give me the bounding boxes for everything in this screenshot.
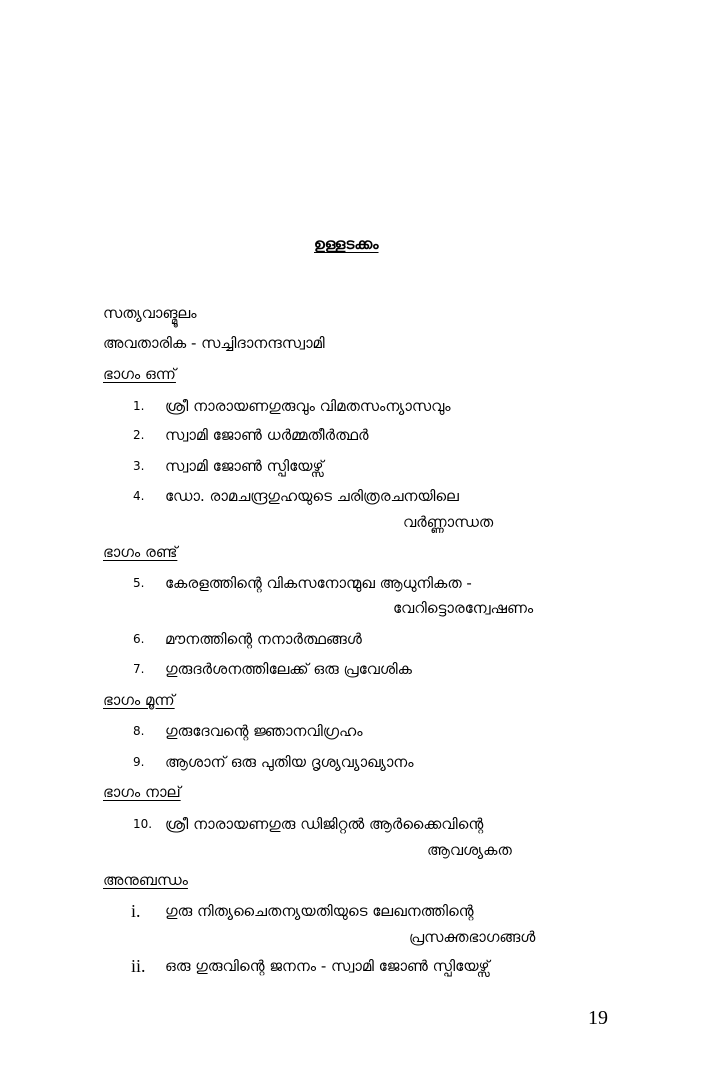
- entry-title: ശ്രീ നാരായണഗുരു ഡിജിറ്റൽ ആർക്കൈവിന്റെ: [165, 815, 484, 833]
- entry-title: ആശാന് ഒരു പുതിയ ദൃശ്യവ്യാഖ്യാനം: [165, 753, 414, 771]
- toc-item-declaration: സത്യവാങ്മൂലം: [103, 304, 197, 322]
- entry-title: ഡോ. രാമചന്ദ്രഗുഹയുടെ ചരിത്രരചനയിലെ: [165, 487, 459, 505]
- part-heading-1: ഭാഗം ഒന്ന്: [103, 365, 176, 383]
- entry-number: 9.: [133, 755, 145, 769]
- entry-number: 6.: [133, 632, 145, 646]
- entry-title: മൗനത്തിന്റെ നനാർത്ഥങ്ങൾ: [165, 630, 362, 648]
- entry-title: ഗുരു നിത്യചൈതന്യയതിയുടെ ലേഖനത്തിന്റെ: [165, 902, 474, 920]
- entry-number: 7.: [133, 662, 145, 676]
- page-number: 19: [588, 1007, 608, 1029]
- entry-title: കേരളത്തിന്റെ വികസനോന്മുഖ ആധുനികത -: [165, 574, 472, 592]
- entry-title: ഗുരുദർശനത്തിലേക്ക് ഒരു പ്രവേശിക: [165, 660, 412, 678]
- entry-title: ഗുരുദേവന്റെ ജ്ഞാനവിഗ്രഹം: [165, 722, 363, 740]
- entry-number: i.: [131, 901, 141, 921]
- entry-number: 10.: [133, 817, 153, 831]
- part-heading-2: ഭാഗം രണ്ട്: [103, 543, 178, 561]
- entry-number: ii.: [131, 956, 146, 976]
- entry-title: സ്വാമി ജോൺ സ്പിയേഴ്സ്: [165, 457, 324, 475]
- entry-number: 8.: [133, 724, 145, 738]
- entry-title: ഒരു ഗുരുവിന്റെ ജനനം - സ്വാമി ജോൺ സ്പിയേഴ്സ്: [165, 957, 490, 975]
- entry-title-continuation: വേറിട്ടൊരന്വേഷണം: [393, 599, 534, 617]
- entry-title: ശ്രീ നാരായണഗുരുവും വിമതസംന്യാസവും: [165, 397, 451, 415]
- part-heading-appendix: അനുബന്ധം: [103, 871, 188, 889]
- part-heading-3: ഭാഗം മൂന്ന്: [103, 691, 175, 709]
- entry-number: 3.: [133, 459, 145, 473]
- entry-number: 2.: [133, 428, 145, 442]
- toc-title: ഉള്ളടക്കം: [314, 235, 379, 253]
- toc-item-preface: അവതാരിക - സച്ചിദാനന്ദസ്വാമി: [103, 334, 325, 352]
- part-heading-4: ഭാഗം നാല്: [103, 783, 181, 801]
- entry-title: സ്വാമി ജോൺ ധർമ്മതീർത്ഥർ: [165, 426, 369, 444]
- entry-number: 5.: [133, 576, 145, 590]
- entry-title-continuation: പ്രസക്തഭാഗങ്ങൾ: [409, 928, 536, 946]
- entry-number: 4.: [133, 489, 145, 503]
- entry-title-continuation: ആവശ്യകത: [427, 841, 512, 859]
- entry-title-continuation: വർണ്ണാന്ധത: [403, 513, 494, 531]
- entry-number: 1.: [133, 399, 145, 413]
